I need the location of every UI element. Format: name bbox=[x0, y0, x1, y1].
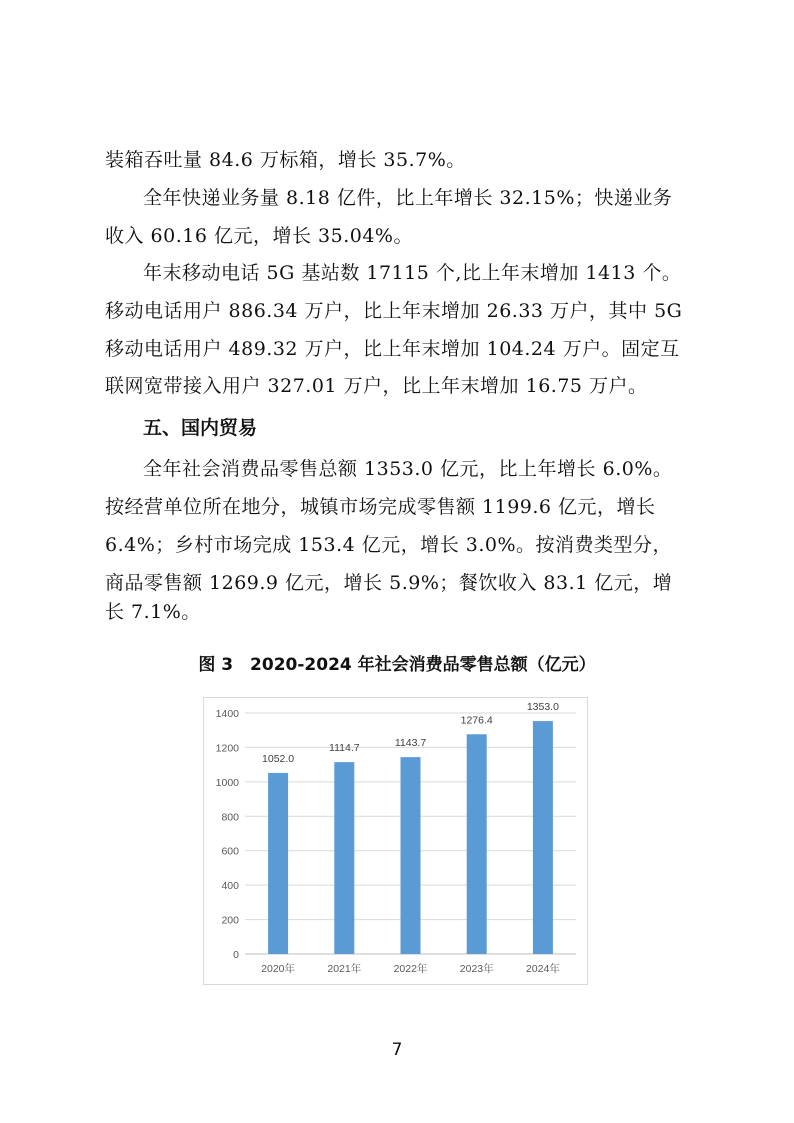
paragraph-line: 收入 60.16 亿元，增长 35.04%。 bbox=[105, 225, 413, 247]
paragraph-line: 按经营单位所在地分，城镇市场完成零售额 1199.6 亿元，增长 bbox=[105, 496, 656, 518]
bar bbox=[268, 773, 288, 954]
y-tick-label: 1400 bbox=[215, 708, 239, 720]
bar bbox=[334, 762, 354, 954]
figure-title: 图 3 2020-2024 年社会消费品零售总额（亿元） bbox=[198, 655, 596, 675]
data-label: 1353.0 bbox=[526, 701, 559, 714]
paragraph-line: 移动电话用户 886.34 万户，比上年末增加 26.33 万户，其中 5G bbox=[105, 300, 683, 322]
paragraph-line: 全年快递业务量 8.18 亿件，比上年增长 32.15%；快递业务 bbox=[143, 187, 673, 209]
bar bbox=[401, 757, 421, 954]
y-tick-label: 200 bbox=[221, 914, 239, 927]
data-label: 1276.4 bbox=[460, 714, 493, 727]
x-tick-label: 2023年 bbox=[459, 963, 494, 975]
y-tick-label: 600 bbox=[221, 845, 239, 858]
y-tick-label: 400 bbox=[221, 880, 239, 893]
x-tick-label: 2022年 bbox=[393, 963, 428, 975]
paragraph-line: 移动电话用户 489.32 万户，比上年末增加 104.24 万户。固定互 bbox=[105, 338, 680, 360]
paragraph-line: 联网宽带接入用户 327.01 万户，比上年末增加 16.75 万户。 bbox=[105, 375, 648, 397]
paragraph-line: 年末移动电话 5G 基站数 17115 个,比上年末增加 1413 个。 bbox=[143, 262, 682, 284]
y-tick-label: 0 bbox=[233, 949, 239, 961]
bar bbox=[533, 721, 553, 954]
data-label: 1143.7 bbox=[394, 737, 427, 750]
chart-frame bbox=[203, 697, 588, 985]
x-tick-label: 2024年 bbox=[525, 963, 560, 975]
data-label: 1052.0 bbox=[262, 752, 295, 765]
y-tick-label: 1200 bbox=[215, 742, 239, 755]
page-number: 7 bbox=[391, 1040, 403, 1060]
paragraph-line: 长 7.1%。 bbox=[105, 601, 201, 623]
paragraph-line: 全年社会消费品零售总额 1353.0 亿元，比上年增长 6.0%。 bbox=[143, 458, 673, 480]
paragraph-line: 商品零售额 1269.9 亿元，增长 5.9%；餐饮收入 83.1 亿元，增 bbox=[105, 572, 673, 594]
section-heading: 五、国内贸易 bbox=[143, 417, 258, 439]
y-tick-label: 1000 bbox=[215, 776, 239, 789]
paragraph-line: 装箱吞吐量 84.6 万标箱，增长 35.7%。 bbox=[105, 149, 466, 171]
paragraph-line: 6.4%；乡村市场完成 153.4 亿元，增长 3.0%。按消费类型分， bbox=[105, 534, 673, 556]
x-tick-label: 2020年 bbox=[261, 963, 296, 975]
data-label: 1114.7 bbox=[329, 742, 360, 755]
y-tick-label: 800 bbox=[221, 811, 239, 824]
x-tick-label: 2021年 bbox=[327, 963, 362, 975]
bar bbox=[467, 734, 487, 954]
bar-chart bbox=[204, 698, 589, 986]
